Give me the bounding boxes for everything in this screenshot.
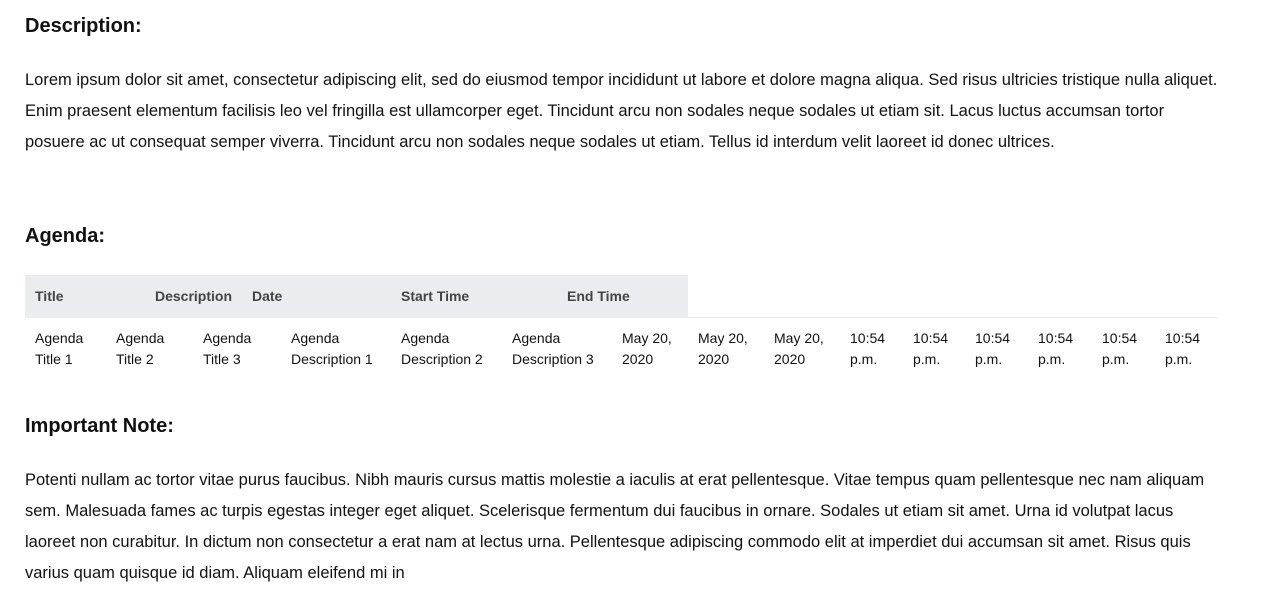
cell-line: Description 1 (291, 351, 373, 367)
cell-line: Description 2 (401, 351, 483, 367)
table-cell (913, 328, 948, 370)
agenda-heading: Agenda: (25, 225, 105, 247)
cell-line: May 20, (774, 330, 824, 346)
table-cell (512, 328, 594, 370)
cell-line: Title 1 (35, 351, 73, 367)
table-cell (698, 328, 748, 370)
cell-line: 2020 (698, 351, 730, 367)
cell-line: Agenda (116, 330, 165, 346)
cell-line: 2020 (622, 351, 654, 367)
cell-line: p.m. (975, 351, 1003, 367)
cell-line: p.m. (1038, 351, 1066, 367)
table-cell (401, 328, 483, 370)
table-cell (291, 328, 373, 370)
table-cell (850, 328, 885, 370)
cell-line: p.m. (850, 351, 878, 367)
cell-line: 10:54 (1165, 330, 1201, 346)
cell-line: May 20, (622, 330, 672, 346)
table-cell (116, 328, 164, 370)
cell-line: 10:54 (975, 330, 1011, 346)
cell-line: 10:54 (913, 330, 949, 346)
header-date: Date (252, 288, 283, 304)
cell-line: Agenda (401, 330, 450, 346)
table-cell (774, 328, 824, 370)
table-cell (1038, 328, 1073, 370)
table-divider (25, 317, 1218, 318)
cell-line: p.m. (1102, 351, 1130, 367)
table-cell (622, 328, 672, 370)
cell-line: Title 2 (116, 351, 154, 367)
cell-line: Agenda (291, 330, 340, 346)
cell-line: 2020 (774, 351, 806, 367)
note-text: Potenti nullam ac tortor vitae purus faucibus. Nibh mauris cursus mattis molestie a iaculis at erat pellentesque. Vitae tempus quam pellentesque nec nam aliquam sem. Malesuada fames ac turpis egestas integer eget aliquet. Scelerisque fermentum dui faucibus in ornare. Sodales ut etiam sit amet. Urna id volutpat lacus laoreet non curabitur. In dictum non consectetur a erat nam at lectus urna. Pellentesque adipiscing commodo elit at imperdiet dui accumsan sit amet. Risus quis varius quam quisque id diam. Aliquam eleifend mi in (25, 471, 1205, 582)
header-description: Description (155, 288, 233, 304)
header-title: Title (35, 288, 64, 304)
cell-line: Description 3 (512, 351, 594, 367)
note-heading: Important Note: (25, 415, 174, 437)
table-cell (1165, 328, 1200, 370)
cell-line: 10:54 (1102, 330, 1138, 346)
cell-line: p.m. (1165, 351, 1193, 367)
description-heading: Description: (25, 15, 142, 37)
table-cell (975, 328, 1010, 370)
description-text: Lorem ipsum dolor sit amet, consectetur adipiscing elit, sed do eiusmod tempor incididunt ut labore et dolore magna aliqua. Sed risus ultricies tristique nulla aliquet. Enim praesent elementum facilisis leo vel fringilla est ullamcorper eget. Tincidunt arcu non sodales neque sodales ut etiam sit. Lacus luctus accumsan tortor posuere ac ut consequat semper viverra. Tincidunt arcu non sodales neque sodales ut etiam. Tellus id interdum velit laoreet id donec ultrices. (25, 71, 1218, 151)
table-cell (203, 328, 251, 370)
cell-line: 10:54 (1038, 330, 1074, 346)
cell-line: May 20, (698, 330, 748, 346)
header-end-time: End Time (567, 288, 630, 304)
cell-line: Agenda (35, 330, 84, 346)
agenda-table-header (25, 275, 688, 317)
table-cell (35, 328, 83, 370)
header-start-time: Start Time (401, 288, 470, 304)
cell-line: p.m. (913, 351, 941, 367)
cell-line: Agenda (203, 330, 252, 346)
cell-line: Title 3 (203, 351, 241, 367)
table-cell (1102, 328, 1137, 370)
cell-line: 10:54 (850, 330, 886, 346)
cell-line: Agenda (512, 330, 561, 346)
